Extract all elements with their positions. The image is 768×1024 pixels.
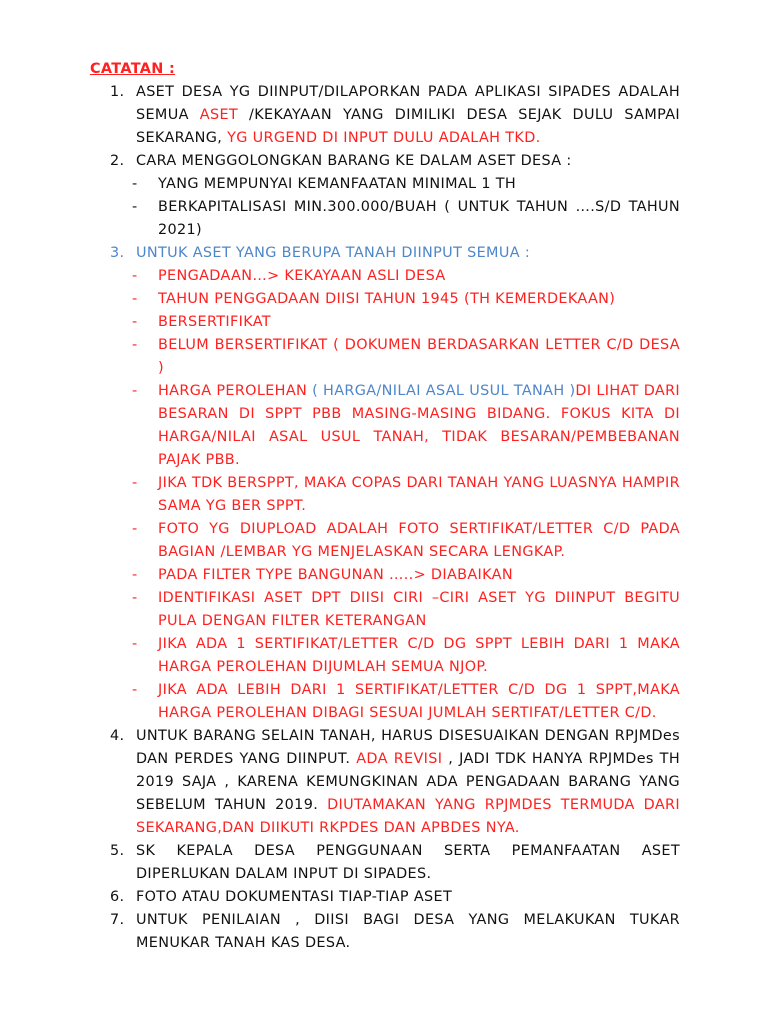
list-number: 7. <box>110 912 125 928</box>
list-item <box>90 886 680 909</box>
bullet-dash: - <box>132 383 138 399</box>
sub-list-item-text <box>158 311 680 334</box>
sub-list-item <box>90 196 680 242</box>
list-item <box>90 725 680 840</box>
sub-list-item-text <box>158 265 680 288</box>
bullet-dash: - <box>132 521 138 537</box>
sub-list-item-text <box>158 288 680 311</box>
bullet-dash: - <box>132 268 138 284</box>
sub-list-item <box>90 472 680 518</box>
sub-list-item-text <box>158 472 680 518</box>
bullet-dash: - <box>132 567 138 583</box>
text-run: ADA REVISI <box>356 751 443 767</box>
bullet-dash: - <box>132 337 138 353</box>
text-run: UNTUK PENILAIAN , DIISI BAGI DESA YANG MELAKUKAN TUKAR MENUKAR TANAH KAS DESA. <box>136 912 680 951</box>
text-run: YANG MEMPUNYAI KEMANFAATAN MINIMAL 1 TH <box>158 176 517 192</box>
list-item <box>90 909 680 955</box>
text-run: DIUTAMAKAN YANG RPJMDES TERMUDA DARI SEKARANG,DAN DIIKUTI RKPDES DAN APBDES NYA. <box>136 797 680 836</box>
text-run: CARA MENGGOLONGKAN BARANG KE DALAM ASET DESA : <box>136 153 572 169</box>
text-run: FOTO ATAU DOKUMENTASI TIAP-TIAP ASET <box>136 889 453 905</box>
text-run: HARGA PEROLEHAN <box>158 383 313 399</box>
text-run: TAHUN PENGGADAAN DIISI TAHUN 1945 (TH KEMERDEKAAN) <box>158 291 616 307</box>
text-run: JIKA TDK BERSPPT, MAKA COPAS DARI TANAH YANG LUASNYA HAMPIR SAMA YG BER SPPT. <box>158 475 680 514</box>
text-run: ASET DESA YG DIINPUT/DILAPORKAN PADA APLIKASI SIPADES ADALAH SEMUA <box>136 84 680 123</box>
list-number: 2. <box>110 153 125 169</box>
sub-list-item <box>90 587 680 633</box>
text-run: PENGADAAN…> KEKAYAAN ASLI DESA <box>158 268 446 284</box>
list-item <box>90 150 680 173</box>
text-run: JIKA ADA LEBIH DARI 1 SERTIFIKAT/LETTER C/D DG 1 SPPT,MAKA HARGA PEROLEHAN DIBAGI SESUAI JUMLAH SERTIFAT/LETTER C/D. <box>158 682 680 721</box>
text-run: PADA FILTER TYPE BANGUNAN …..> DIABAIKAN <box>158 567 513 583</box>
sub-list-item-text <box>158 334 680 380</box>
list-item-text <box>136 909 680 955</box>
text-run: IDENTIFIKASI ASET DPT DIISI CIRI –CIRI ASET YG DIINPUT BEGITU PULA DENGAN FILTER KETERANGAN <box>158 590 680 629</box>
text-run: JIKA ADA 1 SERTIFIKAT/LETTER C/D DG SPPT LEBIH DARI 1 MAKA HARGA PEROLEHAN DIJUMLAH SEMUA NJOP. <box>158 636 680 675</box>
sub-list-item <box>90 633 680 679</box>
sub-list-item-text <box>158 380 680 472</box>
bullet-dash: - <box>132 590 138 606</box>
text-run: , JADI TDK HANYA RPJMDes TH 2019 SAJA , KARENA KEMUNGKINAN ADA PENGADAAN BARANG YANG SEBELUM TAHUN 2019. <box>136 751 680 813</box>
sub-list-item <box>90 311 680 334</box>
sub-list-item-text <box>158 587 680 633</box>
list-number: 4. <box>110 728 125 744</box>
text-run: SK KEPALA DESA PENGGUNAAN SERTA PEMANFAATAN ASET DIPERLUKAN DALAM INPUT DI SIPADES. <box>136 843 680 882</box>
list-item-text <box>136 886 680 909</box>
sub-list-item-text <box>158 633 680 679</box>
text-run: ASET <box>199 107 239 123</box>
sub-list-item <box>90 265 680 288</box>
bullet-dash: - <box>132 291 138 307</box>
bullet-dash: - <box>132 314 138 330</box>
list-item <box>90 81 680 150</box>
list-number: 3. <box>110 245 125 261</box>
text-run: /KEKAYAAN YANG DIMILIKI DESA SEJAK DULU SAMPAI SEKARANG, <box>136 107 680 146</box>
bullet-dash: - <box>132 636 138 652</box>
notes-title: CATATAN : <box>90 61 176 77</box>
list-item-text <box>136 150 680 173</box>
text-run: BERKAPITALISASI MIN.300.000/BUAH ( UNTUK TAHUN ….S/D TAHUN 2021) <box>158 199 680 238</box>
sub-list-item-text <box>158 196 680 242</box>
bullet-dash: - <box>132 199 138 215</box>
list-number: 5. <box>110 843 125 859</box>
notes-list <box>90 81 680 955</box>
sub-list-item <box>90 564 680 587</box>
sub-list-item <box>90 679 680 725</box>
text-run: YG URGEND DI INPUT DULU ADALAH TKD. <box>227 130 541 146</box>
bullet-dash: - <box>132 682 138 698</box>
text-run: UNTUK BARANG SELAIN TANAH, HARUS DISESUAIKAN DENGAN RPJMDes DAN PERDES YANG DIINPUT. <box>136 728 680 767</box>
list-item <box>90 840 680 886</box>
list-item-text <box>136 81 680 150</box>
sub-list-item <box>90 334 680 380</box>
list-item-text <box>136 840 680 886</box>
bullet-dash: - <box>132 475 138 491</box>
sub-list-item <box>90 518 680 564</box>
sub-list-item <box>90 173 680 196</box>
sub-list-item-text <box>158 564 680 587</box>
text-run: ( HARGA/NILAI ASAL USUL TANAH ) <box>312 383 576 399</box>
list-item-text <box>136 242 680 265</box>
list-number: 1. <box>110 84 125 100</box>
text-run: FOTO YG DIUPLOAD ADALAH FOTO SERTIFIKAT/LETTER C/D PADA BAGIAN /LEMBAR YG MENJELASKAN SECARA LENGKAP. <box>158 521 680 560</box>
text-run: BELUM BERSERTIFIKAT ( DOKUMEN BERDASARKAN LETTER C/D DESA ) <box>158 337 680 376</box>
sub-list-item-text <box>158 173 680 196</box>
text-run: BERSERTIFIKAT <box>158 314 271 330</box>
text-run: DI LIHAT DARI BESARAN DI SPPT PBB MASING-MASING BIDANG. FOKUS KITA DI HARGA/NILAI ASAL USUL TANAH, TIDAK BESARAN/PEMBEBANAN PAJAK PBB. <box>158 383 681 468</box>
sub-list-item <box>90 380 680 472</box>
sub-list-item-text <box>158 518 680 564</box>
list-item <box>90 242 680 265</box>
text-run: UNTUK ASET YANG BERUPA TANAH DIINPUT SEMUA : <box>136 245 531 261</box>
list-number: 6. <box>110 889 125 905</box>
sub-list-item-text <box>158 679 680 725</box>
bullet-dash: - <box>132 176 138 192</box>
list-item-text <box>136 725 680 840</box>
sub-list-item <box>90 288 680 311</box>
